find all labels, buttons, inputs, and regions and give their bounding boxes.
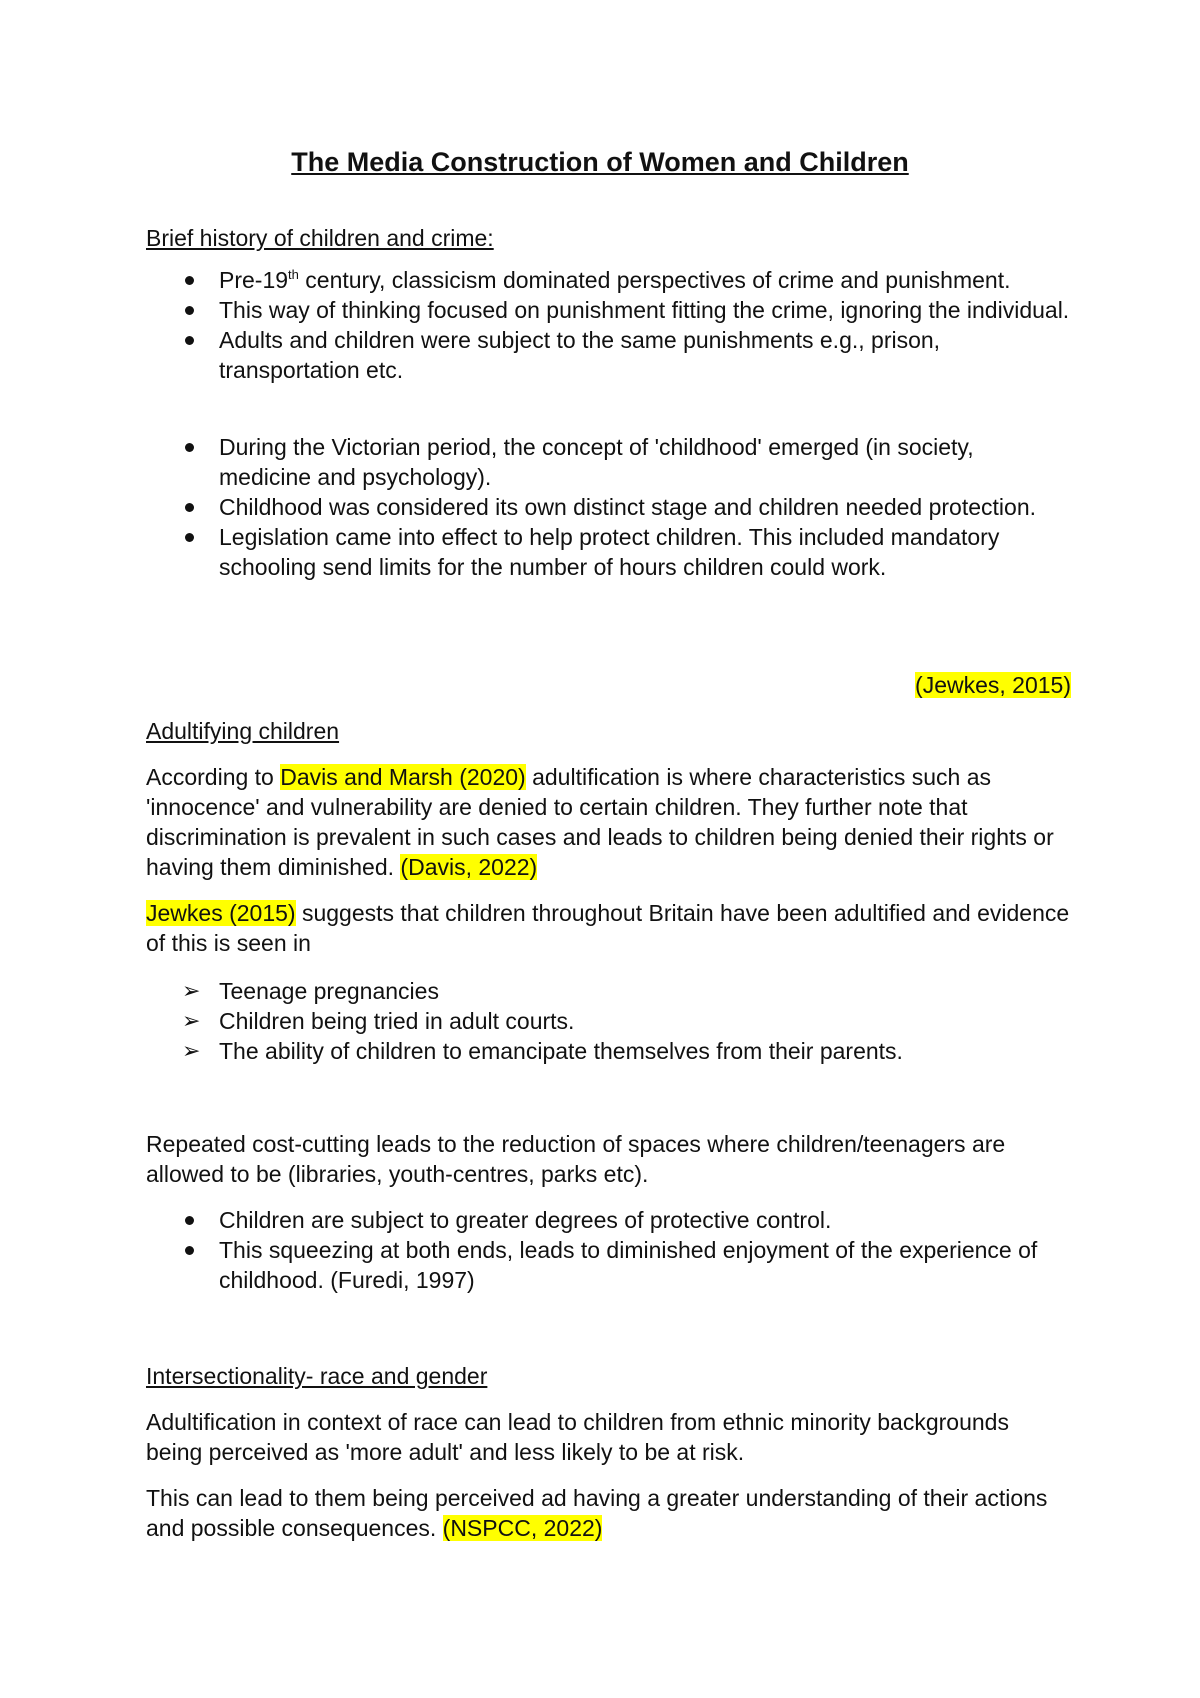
list-item: Legislation came into effect to help protect children. This included mandatory schooling send limits for the number of hours children could work. xyxy=(146,522,1071,582)
bullet-icon xyxy=(185,443,194,452)
document-title: The Media Construction of Women and Children xyxy=(291,147,909,177)
bullet-icon xyxy=(185,533,194,542)
paragraph-adultification-definition: According to Davis and Marsh (2020) adultification is where characteristics such as 'innocence' and vulnerability are denied to certain children. They further note that discrimination is prevalent in such cases and leads to children being denied their rights or having them diminished. (Davis, 2022) xyxy=(146,764,1054,880)
section-heading-intersectionality: Intersectionality- race and gender xyxy=(146,1363,488,1389)
paragraph-race-adultification: Adultification in context of race can lead to children from ethnic minority backgrounds being perceived as 'more adult' and less likely to be at risk. xyxy=(146,1409,1009,1465)
bullet-icon xyxy=(185,336,194,345)
bullet-icon xyxy=(185,503,194,512)
list-item: During the Victorian period, the concept of 'childhood' emerged (in society, medicine and psychology). xyxy=(146,432,1071,492)
evidence-arrow-list xyxy=(146,976,1071,1066)
list-item: Pre-19th century, classicism dominated perspectives of crime and punishment. xyxy=(146,265,1071,295)
history-bullet-list-b xyxy=(146,432,1071,582)
citation-nspcc: (NSPCC, 2022) xyxy=(442,1515,603,1541)
bullet-icon xyxy=(185,1246,194,1255)
arrow-bullet-icon: ➢ xyxy=(182,1038,201,1063)
list-item: Children are subject to greater degrees of protective control. xyxy=(146,1205,1071,1235)
section-heading-adultifying: Adultifying children xyxy=(146,718,340,744)
citation-jewkes-2015: Jewkes (2015) xyxy=(146,900,296,926)
control-bullet-list xyxy=(146,1205,1071,1295)
citation-jewkes: (Jewkes, 2015) xyxy=(915,672,1071,698)
arrow-bullet-icon: ➢ xyxy=(182,978,201,1003)
bullet-icon xyxy=(185,276,194,285)
citation-davis: (Davis, 2022) xyxy=(400,854,538,880)
citation-davis-marsh: Davis and Marsh (2020) xyxy=(280,764,526,790)
list-item: This squeezing at both ends, leads to diminished enjoyment of the experience of childhood. (Furedi, 1997) xyxy=(146,1235,1071,1295)
history-bullet-list-a xyxy=(146,265,1071,385)
list-item: Childhood was considered its own distinct stage and children needed protection. xyxy=(146,492,1071,522)
paragraph-consequences: This can lead to them being perceived ad having a greater understanding of their actions and possible consequences. (NSPCC, 2022) xyxy=(146,1485,1048,1541)
bullet-icon xyxy=(185,1216,194,1225)
section-heading-history: Brief history of children and crime: xyxy=(146,225,494,251)
paragraph-cost-cutting: Repeated cost-cutting leads to the reduction of spaces where children/teenagers are allowed to be (libraries, youth-centres, parks etc). xyxy=(146,1131,1006,1187)
paragraph-jewkes-evidence: Jewkes (2015) suggests that children throughout Britain have been adultified and evidence of this is seen in xyxy=(146,900,1070,956)
bullet-icon xyxy=(185,306,194,315)
list-item: ➢ Teenage pregnancies xyxy=(182,978,439,1004)
list-item: ➢ Children being tried in adult courts. xyxy=(182,1008,575,1034)
arrow-bullet-icon: ➢ xyxy=(182,1008,201,1033)
list-item: ➢ The ability of children to emancipate themselves from their parents. xyxy=(182,1038,903,1064)
list-item: Adults and children were subject to the same punishments e.g., prison, transportation etc. xyxy=(146,325,1071,385)
list-item: This way of thinking focused on punishment fitting the crime, ignoring the individual. xyxy=(146,295,1071,325)
